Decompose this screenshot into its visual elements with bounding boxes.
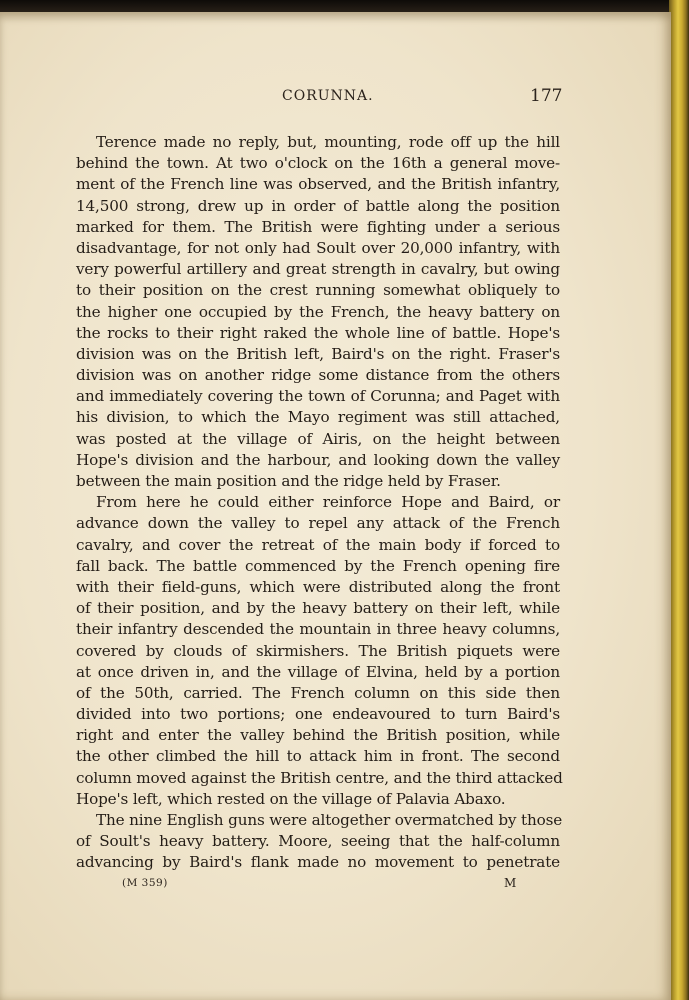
page-number: 177 (530, 86, 563, 106)
text-line: Hope's left, which rested on the village of Palavia Abaxo. (76, 789, 506, 808)
text-line: their infantry descended the mountain in three heavy columns, (76, 620, 560, 639)
text-line: fall back. The battle commenced by the French opening fire (76, 556, 560, 575)
text-line: of Soult's heavy battery. Moore, seeing that the half-column (76, 832, 560, 851)
text-line: Terence made no reply, but, mounting, rode off up the hill (96, 133, 560, 151)
text-line: advancing by Baird's flank made no movement to penetrate (76, 853, 560, 872)
text-line: and immediately covering the town of Corunna; and Paget with (76, 387, 560, 406)
page-sheet (0, 12, 671, 1000)
text-line: covered by clouds of skirmishers. The British piquets were (76, 641, 560, 660)
text-line: Hope's division and the harbour, and looking down the valley (76, 450, 560, 469)
text-line: right and enter the valley behind the British position, while (76, 726, 560, 745)
signature-mark: M (504, 876, 517, 890)
text-line: division was on another ridge some distance from the others (76, 366, 560, 385)
text-line: 14,500 strong, drew up in order of battle along the position (76, 196, 560, 215)
text-line: between the main position and the ridge held by Fraser. (76, 472, 501, 490)
body-text (76, 132, 563, 874)
text-line: of the 50th, carried. The French column on this side then (76, 683, 560, 702)
text-line: divided into two portions; one endeavoured to turn Baird's (76, 705, 560, 724)
text-line: very powerful artillery and great strength in cavalry, but owing (76, 260, 560, 279)
text-line: The nine English guns were altogether overmatched by those (96, 811, 563, 829)
text-line: the higher one occupied by the French, the heavy battery on (76, 302, 560, 321)
text-line: the rocks to their right raked the whole line of battle. Hope's (76, 323, 560, 342)
page-header (0, 88, 671, 112)
text-line: From here he could either reinforce Hope and Baird, or (96, 493, 560, 512)
text-line: the other climbed the hill to attack him in front. The second (76, 747, 560, 766)
text-line: at once driven in, and the village of Elvina, held by a portion (76, 662, 560, 681)
printer-signature-code: (M 359) (122, 877, 168, 889)
text-line: marked for them. The British were fighting under a serious (76, 217, 560, 236)
text-line: disadvantage, for not only had Soult over 20,000 infantry, with (76, 238, 560, 257)
text-line: advance down the valley to repel any attack of the French (76, 514, 560, 533)
gilded-page-edge (669, 0, 689, 1000)
text-line: his division, to which the Mayo regiment was still attached, (76, 408, 560, 427)
text-line: ment of the French line was observed, and the British infantry, (76, 175, 560, 194)
text-line: cavalry, and cover the retreat of the main body if forced to (76, 535, 560, 554)
text-line: to their position on the crest running somewhat obliquely to (76, 281, 560, 300)
text-line: behind the town. At two o'clock on the 16th a general move- (76, 154, 560, 173)
text-line: was posted at the village of Airis, on the height between (76, 429, 560, 448)
text-line: division was on the British left, Baird's on the right. Fraser's (76, 344, 560, 363)
text-line: column moved against the British centre, and the third attacked (76, 768, 563, 787)
text-line: of their position, and by the heavy battery on their left, while (76, 599, 560, 618)
running-head: CORUNNA. (282, 88, 374, 104)
text-line: with their field-guns, which were distributed along the front (76, 577, 560, 596)
